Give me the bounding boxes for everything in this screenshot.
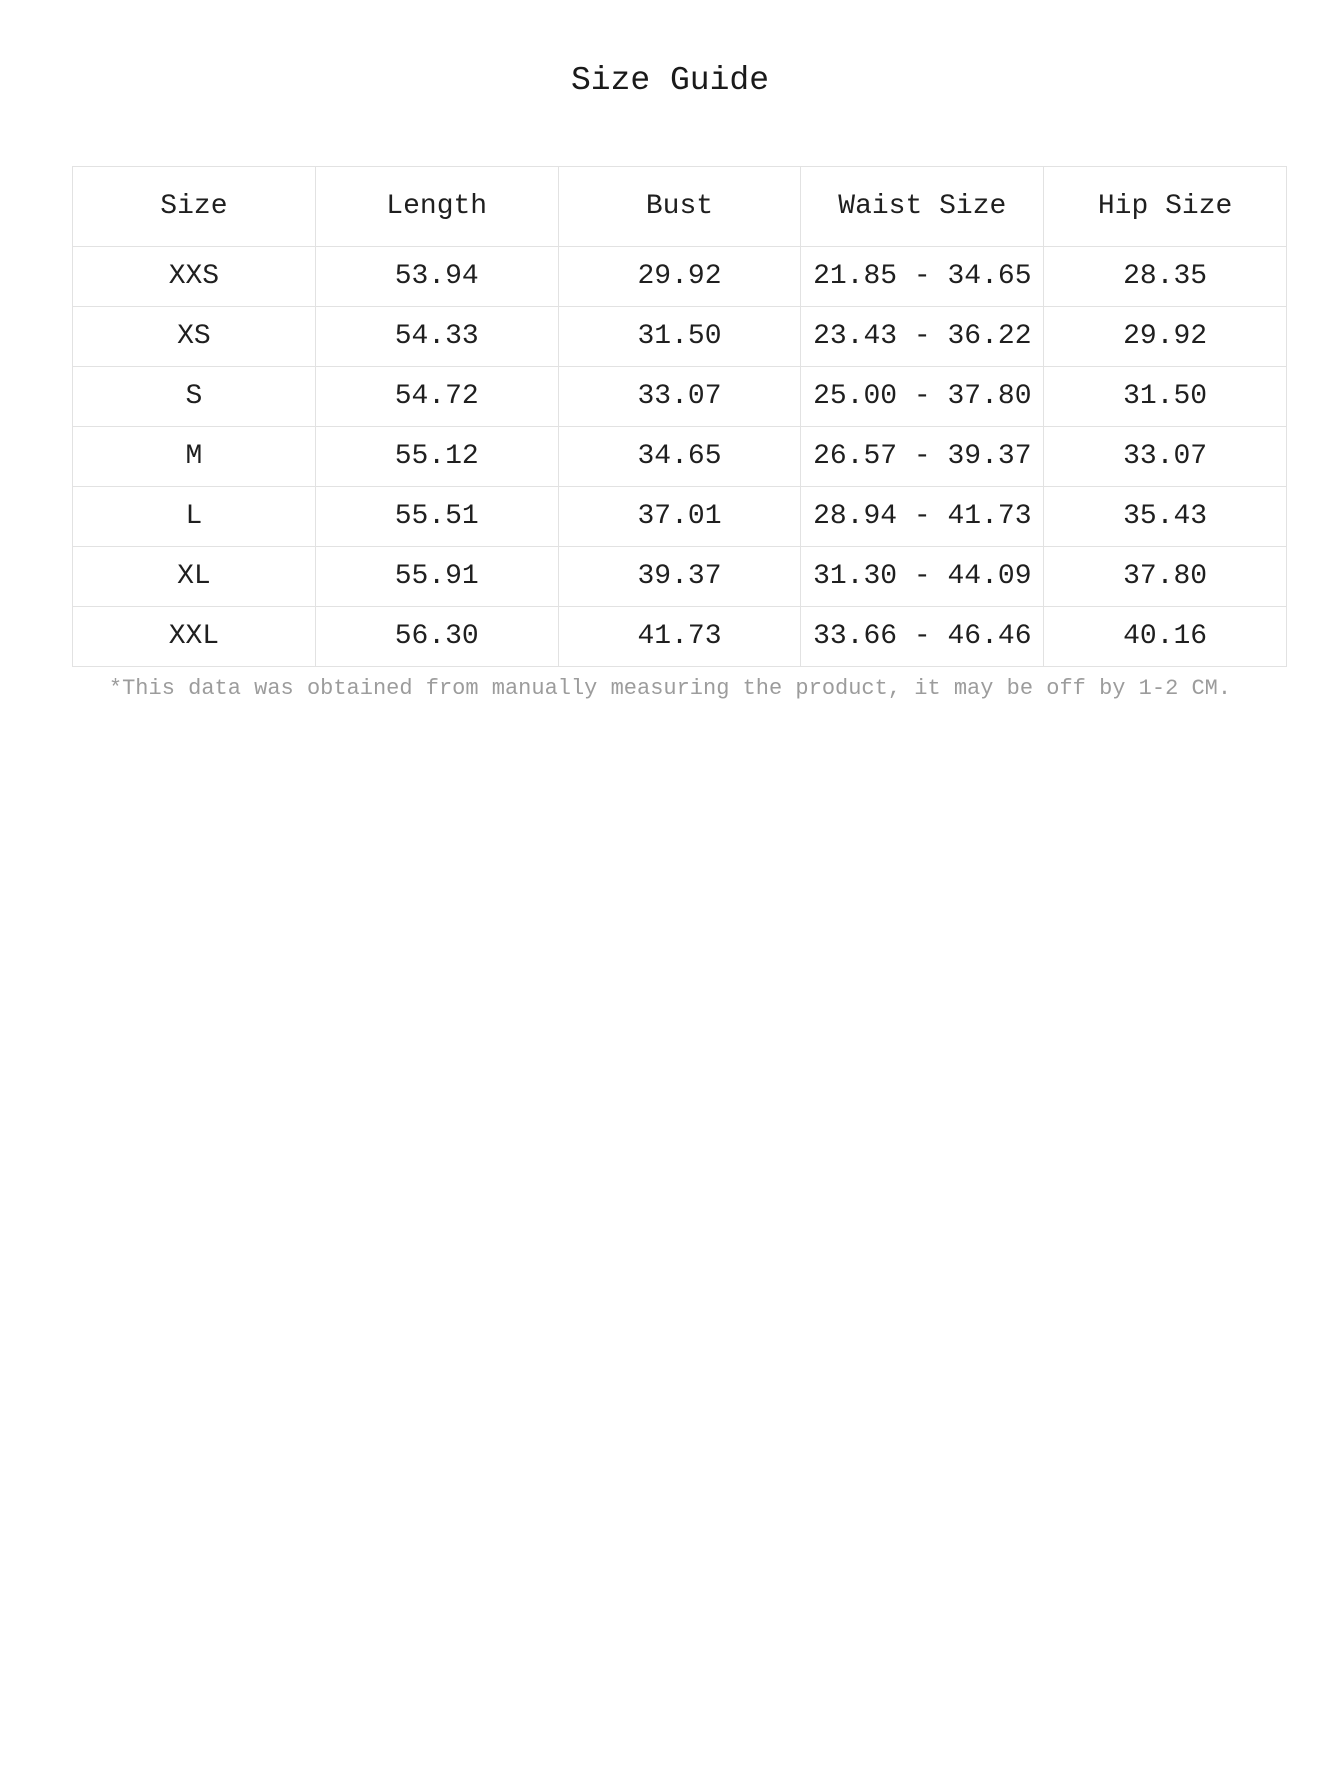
- cell-length: 56.30: [315, 607, 558, 667]
- cell-waist: 33.66 - 46.46: [801, 607, 1044, 667]
- col-header-length: Length: [315, 167, 558, 247]
- cell-bust: 37.01: [558, 487, 801, 547]
- cell-waist: 26.57 - 39.37: [801, 427, 1044, 487]
- cell-hip: 29.92: [1044, 307, 1287, 367]
- table-row-l: [73, 487, 1287, 547]
- cell-length: 53.94: [315, 247, 558, 307]
- cell-hip: 28.35: [1044, 247, 1287, 307]
- cell-waist: 21.85 - 34.65: [801, 247, 1044, 307]
- cell-waist: 31.30 - 44.09: [801, 547, 1044, 607]
- cell-size: XXS: [73, 247, 316, 307]
- table-row-xxs: [73, 247, 1287, 307]
- table-row-xxl: [73, 607, 1287, 667]
- cell-bust: 31.50: [558, 307, 801, 367]
- cell-size: M: [73, 427, 316, 487]
- cell-bust: 34.65: [558, 427, 801, 487]
- cell-waist: 25.00 - 37.80: [801, 367, 1044, 427]
- cell-size: XXL: [73, 607, 316, 667]
- cell-bust: 41.73: [558, 607, 801, 667]
- cell-hip: 33.07: [1044, 427, 1287, 487]
- table-body: [73, 247, 1287, 667]
- cell-waist: 23.43 - 36.22: [801, 307, 1044, 367]
- cell-hip: 31.50: [1044, 367, 1287, 427]
- cell-length: 55.91: [315, 547, 558, 607]
- table-row-xl: [73, 547, 1287, 607]
- cell-waist: 28.94 - 41.73: [801, 487, 1044, 547]
- table-header-row: [73, 167, 1287, 247]
- cell-size: L: [73, 487, 316, 547]
- cell-size: XL: [73, 547, 316, 607]
- table-row-xs: [73, 307, 1287, 367]
- col-header-bust: Bust: [558, 167, 801, 247]
- cell-bust: 39.37: [558, 547, 801, 607]
- measurement-disclaimer: *This data was obtained from manually measuring the product, it may be off by 1-2 CM.: [108, 676, 1232, 701]
- col-header-hip: Hip Size: [1044, 167, 1287, 247]
- table-row-m: [73, 427, 1287, 487]
- col-header-waist: Waist Size: [801, 167, 1044, 247]
- cell-length: 54.72: [315, 367, 558, 427]
- cell-length: 55.51: [315, 487, 558, 547]
- cell-length: 55.12: [315, 427, 558, 487]
- page-title: Size Guide: [570, 62, 770, 99]
- cell-hip: 40.16: [1044, 607, 1287, 667]
- cell-bust: 33.07: [558, 367, 801, 427]
- cell-bust: 29.92: [558, 247, 801, 307]
- cell-size: XS: [73, 307, 316, 367]
- table-row-s: [73, 367, 1287, 427]
- col-header-size: Size: [73, 167, 316, 247]
- cell-size: S: [73, 367, 316, 427]
- table-header: [73, 167, 1287, 247]
- cell-hip: 35.43: [1044, 487, 1287, 547]
- cell-hip: 37.80: [1044, 547, 1287, 607]
- size-guide-table: [72, 166, 1287, 667]
- cell-length: 54.33: [315, 307, 558, 367]
